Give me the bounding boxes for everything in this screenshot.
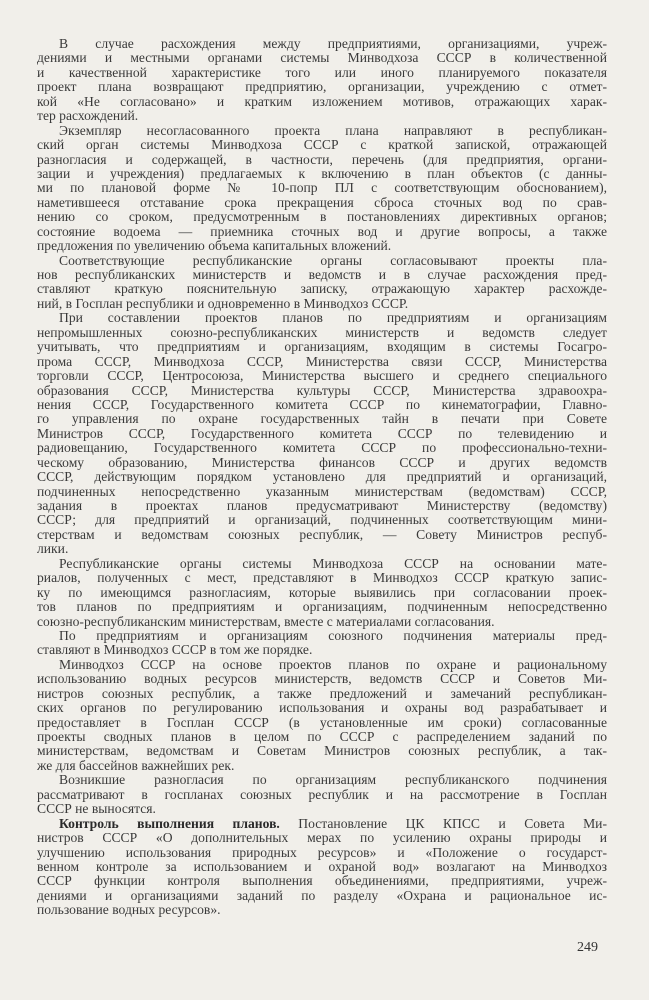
line-text: непромышленных союзно-республиканских министерств и ведомств следует [37,324,607,340]
text-line [37,860,607,874]
text-line [37,239,607,253]
line-text: тов планов по предприятиям и организациям, подчиненным непосредственно [37,599,607,615]
line-text: СССР не выносятся. [37,801,156,817]
line-text: же для бассейнов важнейших рек. [37,757,235,773]
text-line [37,66,607,80]
line-text: дениями и организациями заданий по разделу «Охрана и рациональное ис- [37,887,607,903]
line-text: По предприятиям и организациям союзного подчинения материалы пред- [59,627,607,643]
line-text: предоставляет в Госплан СССР (в установленные им сроки) согласованные [37,714,607,730]
text-line [37,297,607,311]
text-line [37,37,607,51]
text-line [37,441,607,455]
line-text: го управления по охране государственных тайн в печати при Совете [37,411,607,427]
line-text: нистров СССР «О дополнительных мерах по усилению охраны природы и [37,830,607,846]
line-text: улучшению использования природных ресурсов» и «Положение о государст- [37,844,607,860]
line-text: пользование водных ресурсов». [37,902,221,918]
text-line [37,528,607,542]
line-text: ку по имеющимся разногласиям, которые выявились при согласовании проек- [37,584,607,600]
line-text: зации и учреждения) предлагаемых к включению в план объектов (с данны- [37,165,607,181]
line-text: образования СССР, Министерства культуры СССР, Министерства здравоохра- [37,382,607,398]
text-line [37,513,607,527]
line-text: СССР функции контроля выполнения объединениями, предприятиями, учреж- [37,873,607,889]
line-text: учитывать, что предприятиям и организациям, входящим в системы Госагро- [37,339,607,355]
page-number: 249 [577,940,598,955]
text-line [37,282,607,296]
text-line [37,456,607,470]
text-line [37,268,607,282]
text-line [37,744,607,758]
line-text: торговли СССР, Центросоюза, Министерства высшего и среднего специального [37,368,607,384]
line-text: Республиканские органы системы Минводхоза СССР на основании мате- [59,555,607,571]
text-line [37,485,607,499]
text-line [37,542,607,556]
text-line [37,196,607,210]
text-line [37,384,607,398]
text-line [37,846,607,860]
text-line [37,672,607,686]
line-text: нов республиканских министерств и ведомств и в случае расхождения пред- [37,267,607,282]
line-text: стерствам и ведомствам союзных республик, — Совету Министров респуб- [37,526,607,542]
line-text: лики. [37,541,69,557]
text-line [37,355,607,369]
line-text: ний, в Госплан республики и одновременно в Минводхоз СССР. [37,295,409,311]
line-text: тер расхождений. [37,108,139,124]
text-line [37,124,607,138]
line-text: рассматривают в госпланах союзных республик и на рассмотрение в Госплан [37,786,607,802]
text-line [37,153,607,167]
paragraph [37,557,607,629]
line-text: нистров союзных республик, а также предложений и замечаний республикан- [37,685,607,701]
text-line [37,687,607,701]
text-line [37,427,607,441]
text-line [37,571,607,585]
line-text: Возникшие разногласия по организациям республиканского подчинения [59,772,607,788]
text-line [37,716,607,730]
text-line [37,210,607,224]
text-line [37,600,607,614]
page-body-text [37,37,607,918]
text-line [37,499,607,513]
text-line [37,889,607,903]
line-text: дениями и местными органами системы Минводхоза СССР в количественной [37,50,607,66]
line-text: Постановление ЦК КПСС и Совета Ми- [279,815,607,831]
line-text: Соответствующие республиканские органы согласовывают проекты пла- [59,252,607,268]
line-text: нению со сроком, предусмотренным в постановлениях директивных органов; [37,209,607,225]
paragraph [37,773,607,816]
line-text: проекты сводных планов в целом по СССР с распределением заданий по [37,729,607,744]
text-line [37,109,607,123]
line-text: Министров СССР, Государственного комитета СССР по телевидению и [37,425,607,441]
text-line [37,586,607,600]
line-text: СССР; для предприятий и организаций, подчиненных соответствующим мини- [37,512,607,528]
text-line [37,788,607,802]
line-text: В случае расхождения между предприятиями, организациями, учреж- [59,36,607,51]
line-text: ческому образованию, Министерства финансов СССР и других ведомств [37,454,607,470]
line-text: радиовещанию, Государственного комитета СССР по профессионально-техни- [37,440,607,456]
line-text: состояние водоема — приемника сточных вод и другие вопросы, а также [37,223,607,239]
text-line [37,340,607,354]
paragraph [37,658,607,774]
text-line [37,412,607,426]
text-line [37,773,607,787]
text-line [37,138,607,152]
paragraph [37,311,607,556]
line-text: и качественной характеристике того или иного планируемого показателя [37,64,607,80]
line-text: министерствам, ведомствам и Советам Министров союзных республик, а так- [37,743,607,759]
text-line [37,80,607,94]
section-heading: Контроль выполнения планов. [59,815,280,831]
text-line [37,817,607,831]
line-text: При составлении проектов планов по предприятиям и организациям [59,310,607,326]
paragraph [37,254,607,312]
text-line [37,225,607,239]
line-text: использованию водных ресурсов министерств, ведомств СССР и Советов Ми- [37,671,607,687]
text-line [37,398,607,412]
line-text: ских органов по регулированию использования и охраны вод разрабатывает и [37,700,607,716]
text-line [37,181,607,195]
line-text: предложения по увеличению объема капитальных вложений. [37,238,392,254]
line-text: ми по плановой форме № 10-попр ПЛ с соответствующим обоснованием), [37,180,607,196]
line-text: ский орган системы Минводхоза СССР с краткой запиской, отражающей [37,137,607,153]
text-line [37,311,607,325]
text-line [37,903,607,917]
text-line [37,369,607,383]
text-line [37,615,607,629]
line-text: венном контроле за использованием и охраной вод» возлагают на Минводхоз [37,858,607,874]
text-line [37,629,607,643]
line-text: кой «Не согласовано» и кратким изложением мотивов, отражающих харак- [37,93,607,109]
text-line [37,470,607,484]
text-line [37,701,607,715]
line-text: наметившееся отставание срока прекращения сброса сточных вод по срав- [37,194,607,210]
text-line [37,557,607,571]
line-text: ставляют краткую пояснительную записку, отражающую характер расхожде- [37,281,607,297]
text-line [37,643,607,657]
text-line [37,874,607,888]
text-line [37,254,607,268]
text-line [37,51,607,65]
text-line [37,167,607,181]
text-line [37,759,607,773]
line-text: СССР, действующим порядком установлено для предприятий и организаций, [37,469,607,485]
text-line [37,95,607,109]
line-text: нения СССР, Государственного комитета СССР по кинематографии, Главно- [37,396,607,412]
line-text: подчиненных непосредственно указанным министерствам (ведомствам) СССР, [37,483,607,499]
paragraph [37,37,607,124]
line-text: союзно-республиканским министерствам, вместе с материалами согласования. [37,613,495,629]
text-line [37,831,607,845]
line-text: прома СССР, Минводхоза СССР, Министерства связи СССР, Министерства [37,353,607,369]
line-text: проект плана возвращают предприятию, организации, учреждению с отмет- [37,79,607,95]
paragraph [37,124,607,254]
line-text: задания в проектах планов предусматривают Министерству (ведомству) [37,498,607,513]
line-text: ставляют в Минводхоз СССР в том же порядке. [37,642,313,658]
line-text: разногласия и содержащей, в частности, перечень (для предприятия, органи- [37,151,607,167]
text-line [37,802,607,816]
text-line [37,730,607,744]
line-text: Экземпляр несогласованного проекта плана направляют в республикан- [59,122,607,138]
line-text: риалов, полученных с мест, представляют в Минводхоз СССР краткую запис- [37,570,607,586]
paragraph [37,629,607,658]
text-line [37,658,607,672]
line-text: Минводхоз СССР на основе проектов планов по охране и рациональному [59,656,607,672]
paragraph [37,817,607,918]
text-line [37,326,607,340]
